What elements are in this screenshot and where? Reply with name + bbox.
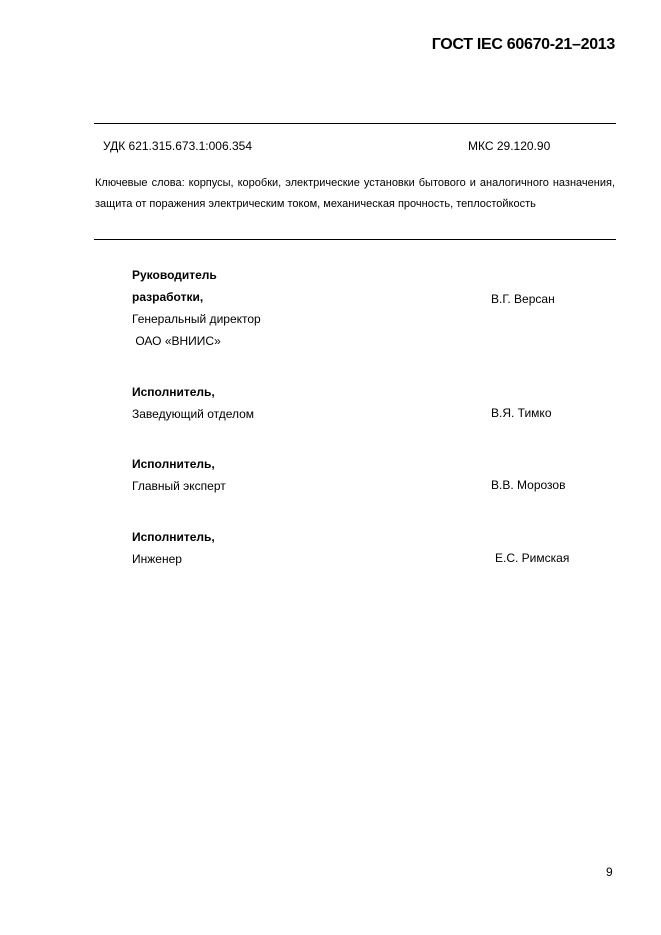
person-name-executor-1: В.Я. Тимко	[491, 406, 552, 420]
position-label: Инженер	[132, 552, 182, 566]
person-name-lead: В.Г. Версан	[491, 292, 555, 306]
organization-label: ОАО «ВНИИС»	[132, 334, 221, 348]
person-name-executor-3: Е.С. Римская	[495, 551, 570, 565]
udk-code: УДК 621.315.673.1:006.354	[103, 139, 252, 153]
role-label: Исполнитель,	[132, 530, 215, 544]
position-label: Заведующий отделом	[132, 407, 255, 421]
position-label: Главный эксперт	[132, 479, 226, 493]
mks-code: МКС 29.120.90	[468, 139, 551, 153]
top-divider	[94, 123, 616, 124]
person-block-lead	[132, 264, 612, 352]
position-label: Генеральный директор	[132, 312, 261, 326]
role-label: Руководитель	[132, 268, 217, 282]
document-code-header: ГОСТ IEC 60670-21–2013	[431, 36, 615, 53]
role-label: Исполнитель,	[132, 385, 215, 399]
keywords-paragraph: Ключевые слова: корпусы, коробки, электрические установки бытового и аналогичного назначения, защита от поражения электрическим током, механическая прочность, теплостойкость	[95, 177, 615, 210]
person-name-executor-2: В.В. Морозов	[491, 478, 566, 492]
bottom-divider	[94, 239, 616, 240]
page-number: 9	[606, 865, 613, 879]
role-label-continued: разработки,	[132, 290, 204, 304]
role-label: Исполнитель,	[132, 457, 215, 471]
